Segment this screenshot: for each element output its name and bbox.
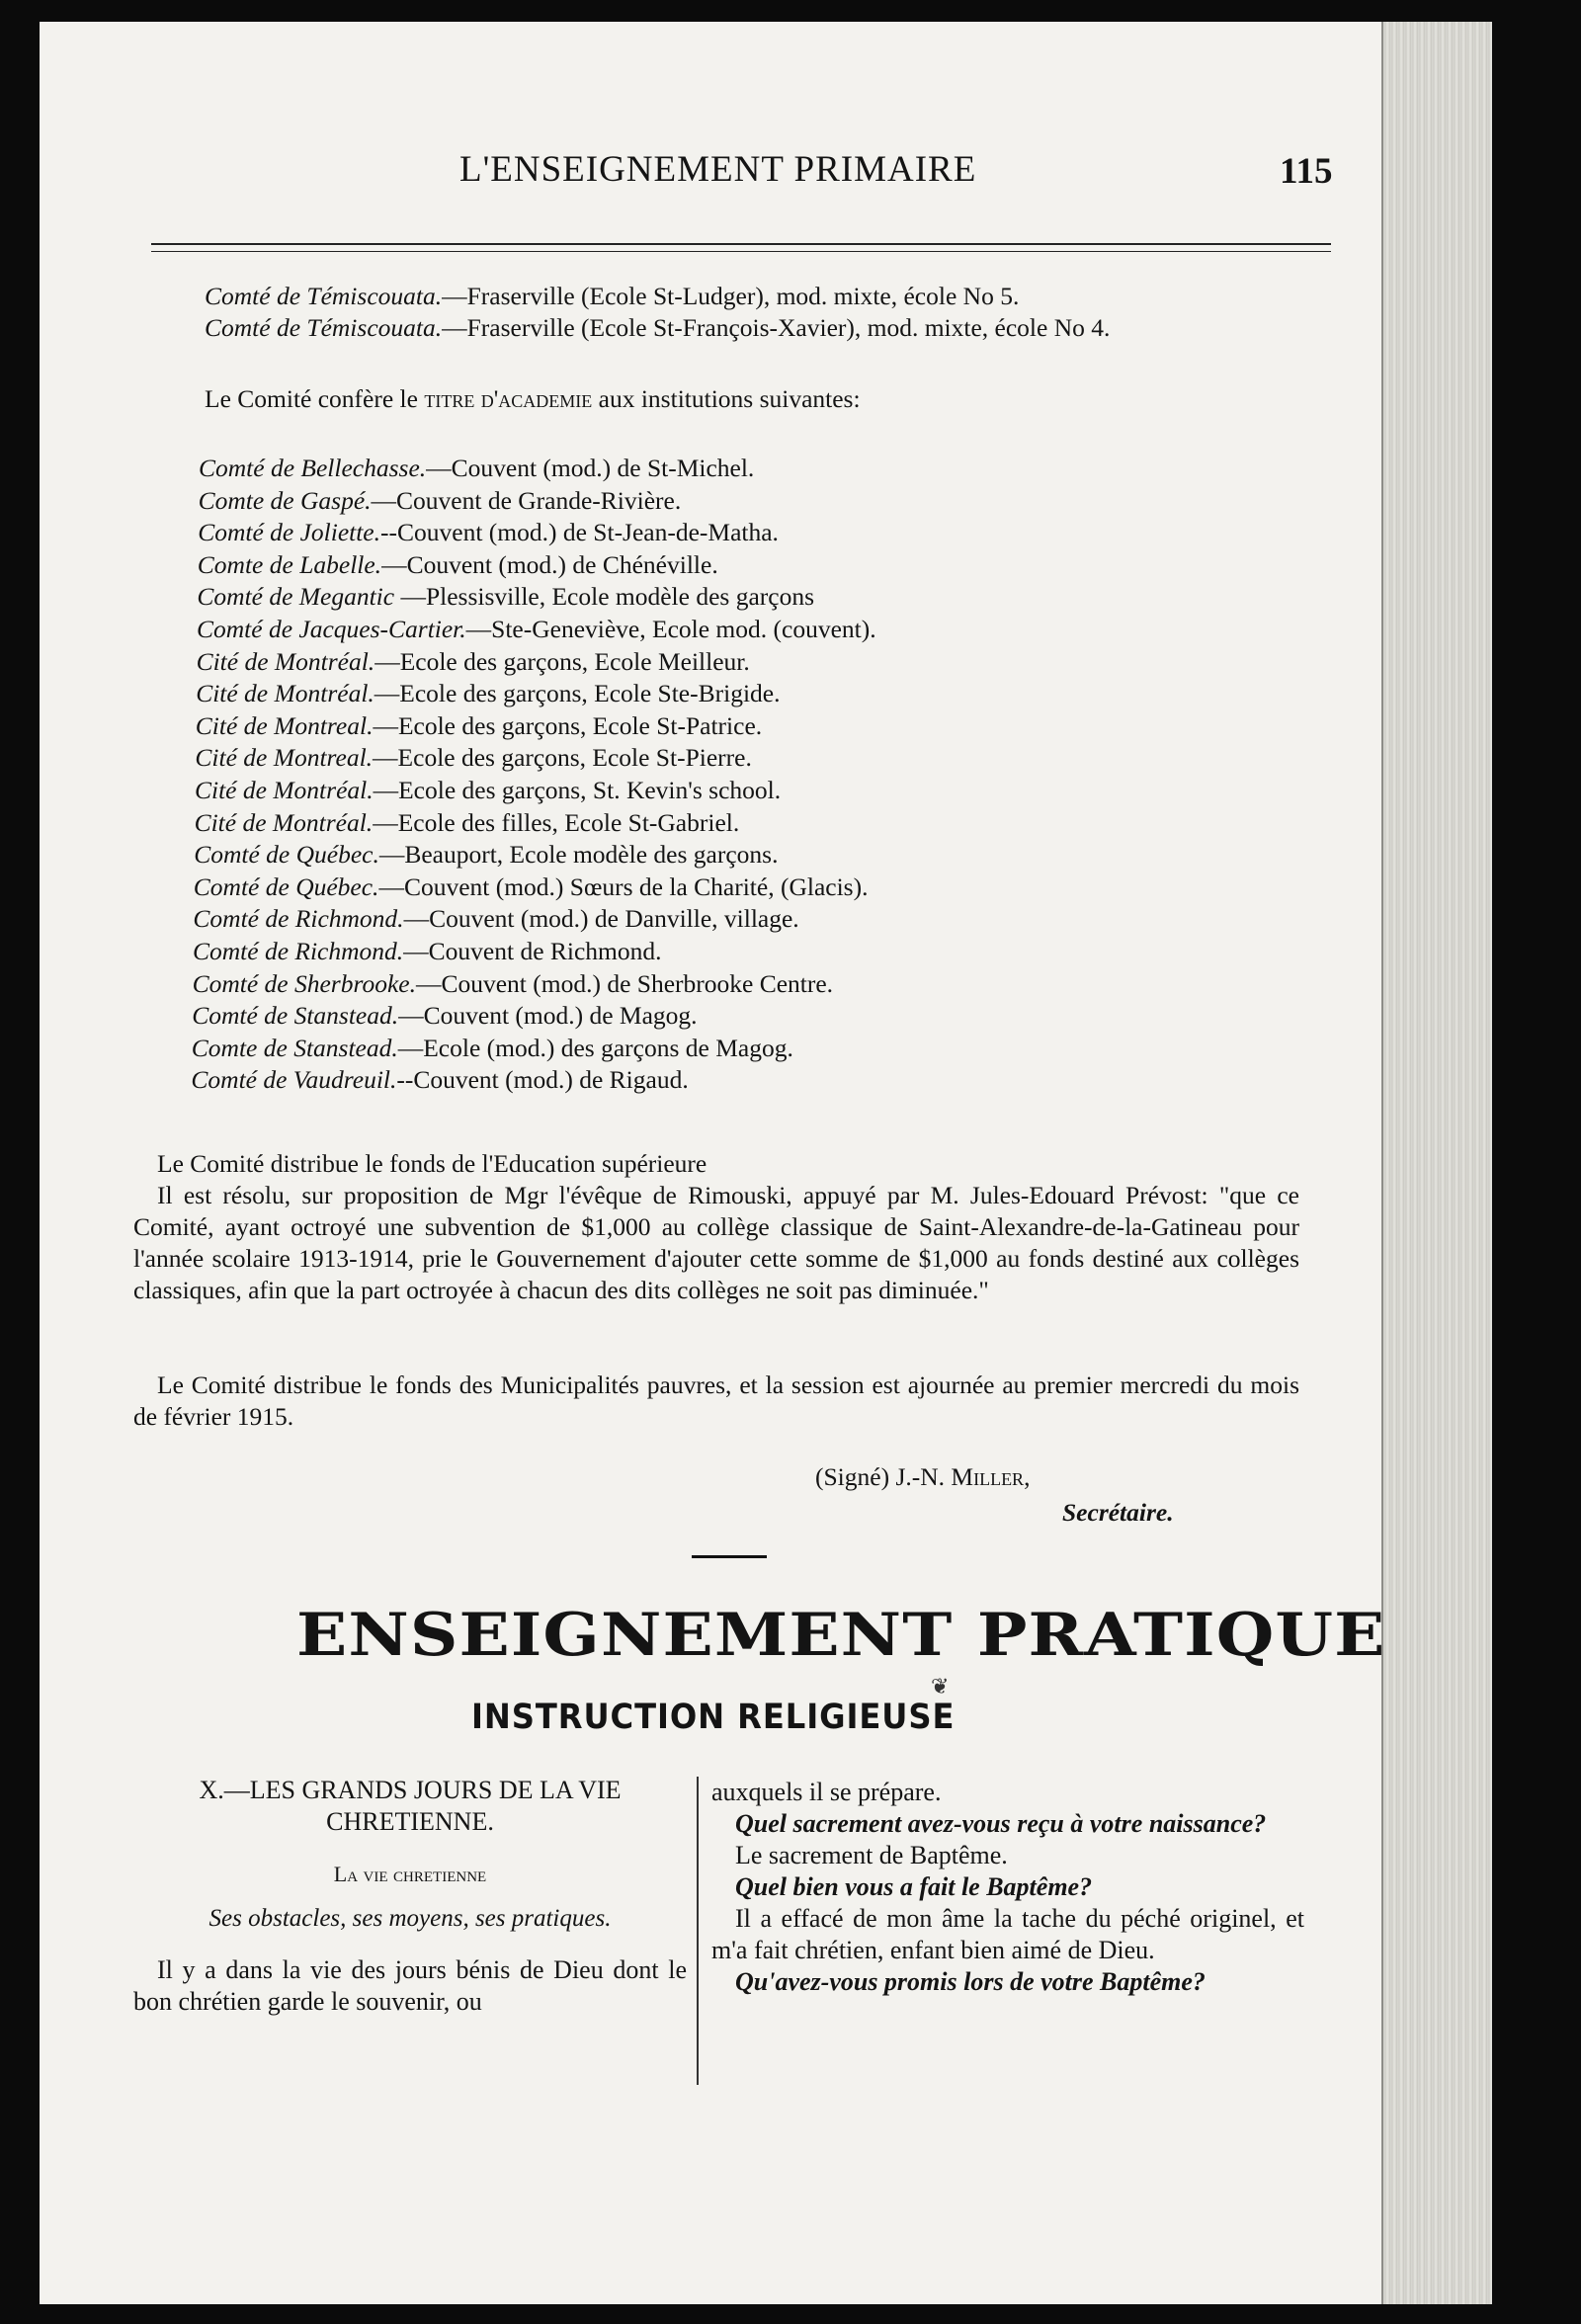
catechism-question: Quel sacrement avez-vous reçu à votre naissance? (735, 1809, 1267, 1838)
left-column (133, 1775, 687, 2018)
chapter-title: X.—LES GRANDS JOURS DE LA VIE CHRETIENNE. (199, 1776, 622, 1836)
academy-list-item (199, 453, 754, 484)
institution-text: —Couvent (mod.) de St-Michel. (426, 454, 755, 482)
academy-list-item (197, 646, 750, 678)
academy-list-item (195, 742, 751, 774)
header-rule (151, 243, 1331, 245)
county-name: Cité de Montreal. (195, 743, 374, 773)
paragraph-resolution: Il est résolu, sur proposition de Mgr l'évêque de Rimouski, appuyé par M. Jules-Edouard Prévost: "que ce Comité, ayant octroyé une subvention de $1,000 au collège classique de Saint-Alexandre-de-la-Gatineau pour l'année scolaire 1913-1914, prie le Gouvernement d'ajouter cette somme de $1,000 au fonds destiné aux collèges classiques, afin que la part octroyée à chacun des dits collèges ne soit pas diminuée." (133, 1181, 1299, 1304)
column-divider (697, 1777, 699, 2085)
catechism-question: Quel bien vous a fait le Baptême? (735, 1872, 1093, 1901)
academy-list-item (195, 775, 781, 806)
paragraph-fonds: Le Comité distribue le fonds de l'Education supérieure (157, 1149, 707, 1178)
page-number: 115 (1280, 151, 1333, 192)
county-name: Comté de Bellechasse. (199, 454, 427, 482)
institution-text: —Couvent (mod.) de Sherbrooke Centre. (415, 968, 834, 998)
intro-line (205, 281, 1019, 312)
running-head (133, 148, 1359, 208)
academy-list-item (193, 968, 833, 1000)
academy-list-item (195, 807, 740, 839)
academy-list-item (194, 872, 869, 903)
institution-text: —Couvent (mod.) de Danville, village. (403, 904, 799, 934)
academy-list-item (194, 839, 778, 871)
institution-text: --Couvent (mod.) de St-Jean-de-Matha. (380, 518, 779, 547)
paragraph-session: Le Comité distribue le fonds des Municipalités pauvres, et la session est ajournée au premier mercredi du mois de février 1915. (133, 1370, 1299, 1431)
institution-text: --Couvent (mod.) de Rigaud. (396, 1065, 689, 1095)
county-name: Comté de Sherbrooke. (192, 968, 416, 998)
academy-list-item (193, 903, 798, 935)
county-name: Comte de Stanstead. (191, 1033, 398, 1062)
county-name: Cité de Montreal. (195, 710, 374, 740)
institution-text: —Fraserville (Ecole St-Ludger), mod. mixte, école No 5. (442, 282, 1020, 310)
catechism-answer: Le sacrement de Baptême. (735, 1841, 1008, 1869)
academy-list-item (192, 1033, 793, 1064)
county-name: Comté de Richmond. (193, 904, 404, 934)
county-name: Comté de Québec. (194, 840, 379, 870)
county-name: Cité de Montréal. (196, 679, 374, 708)
institution-text: —Fraserville (Ecole St-François-Xavier), mod. mixte, école No 4. (442, 313, 1111, 342)
header-rule-thin (151, 251, 1331, 252)
institution-text: —Couvent de Richmond. (403, 937, 662, 965)
academy-list-item (192, 1000, 697, 1032)
academy-list-item (198, 549, 718, 581)
running-head-title: L'ENSEIGNEMENT PRIMAIRE (459, 149, 977, 190)
county-name: Comté de Stanstead. (192, 1001, 399, 1031)
catechism-question: Qu'avez-vous promis lors de votre Baptême? (735, 1967, 1206, 1996)
signature: (Signé) J.-N. Miller, (815, 1462, 1031, 1491)
county-name: Cité de Montréal. (195, 776, 374, 804)
book-page (40, 22, 1492, 2304)
county-name: Comté de Joliette. (198, 518, 381, 547)
institution-text: —Ecole (mod.) des garçons de Magog. (397, 1033, 793, 1062)
academy-list-item (193, 936, 662, 967)
institution-text: —Ecole des garçons, St. Kevin's school. (373, 776, 782, 804)
academy-title: titre d'academie (424, 384, 593, 413)
institution-text: —Couvent (mod.) de Chénéville. (381, 549, 718, 579)
county-name: Cité de Montréal. (196, 646, 375, 676)
section-rule (692, 1555, 767, 1558)
county-name: Comté de Témiscouata. (205, 313, 443, 342)
academy-list-item (191, 1064, 688, 1096)
county-name: Cité de Montréal. (194, 807, 374, 837)
institution-text: —Ecole des garçons, Ecole St-Pierre. (373, 743, 752, 773)
county-name: Comté de Jacques-Cartier. (197, 615, 466, 643)
academy-list-item (196, 710, 762, 742)
ornament-icon: ❦ (931, 1674, 950, 1699)
academy-list-item (197, 581, 814, 613)
institution-text: —Plessisville, Ecole modèle des garçons (394, 582, 815, 612)
section-subheading: INSTRUCTION RELIGIEUSE (471, 1698, 956, 1737)
academy-list-item (198, 517, 779, 548)
catechism-answer: Il a effacé de mon âme la tache du péché originel, et m'a fait chrétien, enfant bien aimé de Dieu. (711, 1904, 1304, 1964)
chapter-body: Il y a dans la vie des jours bénis de Dieu dont le bon chrétien garde le souvenir, ou (133, 1955, 687, 2016)
institution-text: —Ecole des garçons, Ecole Meilleur. (374, 646, 750, 676)
institution-text: —Ecole des filles, Ecole St-Gabriel. (373, 807, 740, 837)
institution-text: —Ste-Geneviève, Ecole mod. (couvent). (465, 615, 876, 643)
intro-line (205, 312, 1110, 344)
institution-text: —Couvent de Grande-Rivière. (371, 485, 682, 515)
institution-text: —Ecole des garçons, Ecole St-Patrice. (373, 710, 763, 740)
section-heading: ENSEIGNEMENT PRATIQUE (296, 1601, 1386, 1670)
signatory-name: Miller, (951, 1462, 1031, 1491)
county-name: Comté de Québec. (193, 872, 379, 901)
right-column (711, 1777, 1304, 1998)
institution-text: —Ecole des garçons, Ecole Ste-Brigide. (374, 679, 781, 708)
academy-list-item (196, 678, 780, 709)
chapter-tagline: Ses obstacles, ses moyens, ses pratiques. (208, 1905, 612, 1932)
institution-text: —Couvent (mod.) Sœurs de la Charité, (Glacis). (378, 872, 869, 901)
county-name: Comté de Megantic (197, 582, 395, 612)
county-name: Comté de Vaudreuil. (191, 1065, 397, 1095)
county-name: Comté de Témiscouata. (205, 282, 443, 310)
body-line: auxquels il se prépare. (711, 1778, 942, 1806)
county-name: Comte de Labelle. (197, 549, 382, 579)
chapter-subtitle: La vie chretienne (333, 1862, 487, 1886)
institution-text: —Beauport, Ecole modèle des garçons. (378, 840, 779, 870)
academy-intro: Le Comité confère le titre d'academie aux institutions suivantes: (205, 384, 861, 413)
county-name: Comte de Gaspé. (198, 485, 372, 515)
academy-list-item (199, 485, 682, 517)
page-stack-edge (1381, 22, 1492, 2304)
academy-list-item (197, 614, 876, 645)
county-name: Comté de Richmond. (193, 937, 404, 965)
institution-text: —Couvent (mod.) de Magog. (398, 1001, 698, 1031)
signatory-title: Secrétaire. (1062, 1498, 1174, 1527)
